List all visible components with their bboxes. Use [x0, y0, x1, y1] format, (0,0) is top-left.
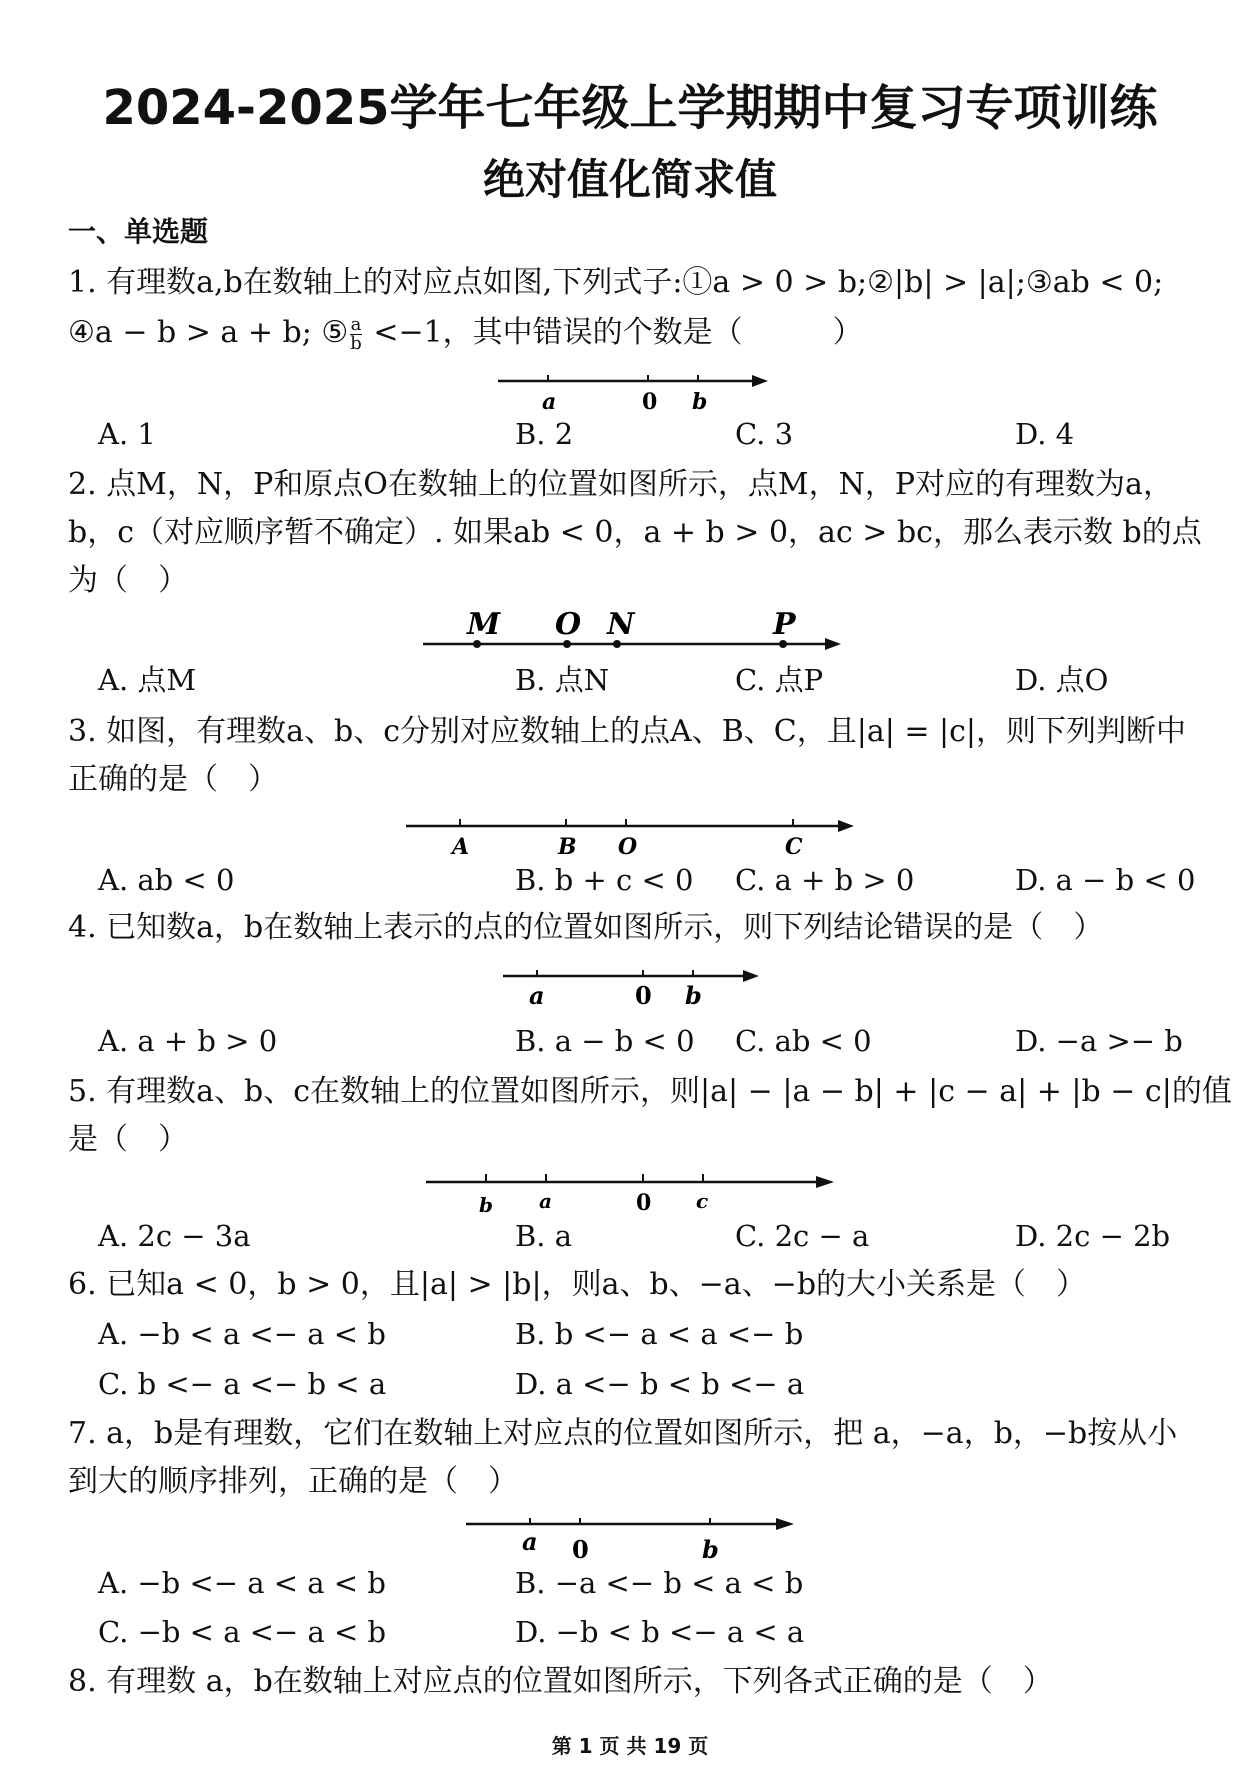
q5-number-line	[418, 1168, 848, 1218]
q1-frac-num: a	[350, 313, 362, 335]
q2-axis-label-n: N	[607, 607, 635, 642]
q4-axis-label-a: a	[529, 981, 545, 1010]
q5-option-c: C. 2c − a	[735, 1219, 870, 1253]
q4-axis-label-b: b	[685, 981, 702, 1010]
q7-number-line	[458, 1508, 808, 1562]
q5-axis-label-0: 0	[636, 1190, 652, 1216]
q1-axis-label-b: b	[692, 389, 708, 415]
q7-axis-label-0: 0	[572, 1535, 589, 1564]
q5-line-2: 是（ ）	[68, 1122, 188, 1157]
q2-line-1: 2. 点M，N，P和原点O在数轴上的位置如图所示，点M，N，P对应的有理数为a，	[68, 467, 1173, 502]
q2-axis-label-p: P	[773, 607, 796, 642]
page-subtitle: 绝对值化简求值	[482, 155, 777, 204]
q1-line-1: 1. 有理数a,b在数轴上的对应点如图,下列式子:①a > 0 > b;②|b| > |a|;③ab < 0;	[68, 265, 1164, 300]
q1-option-c: C. 3	[735, 417, 794, 451]
q1-option-a: A. 1	[98, 417, 156, 451]
q1-fraction	[350, 313, 362, 354]
q7-line-2: 到大的顺序排列，正确的是（ ）	[68, 1464, 518, 1499]
q8-line-1: 8. 有理数 a，b在数轴上对应点的位置如图所示，下列各式正确的是（ ）	[68, 1664, 1053, 1699]
q1-line-2-text: ④a − b > a + b; ⑤	[68, 315, 349, 350]
q7-option-b: B. −a <− b < a < b	[515, 1566, 804, 1600]
q4-option-c: C. ab < 0	[735, 1024, 872, 1058]
page-title: 2024-2025学年七年级上学期期中复习专项训练	[102, 80, 1158, 136]
q1-frac-den: b	[350, 332, 362, 354]
q4-option-d: D. −a >− b	[1015, 1024, 1183, 1058]
q1-line-3-text: <−1，其中错误的个数是（ ）	[363, 315, 863, 350]
q1-number-line	[490, 365, 780, 415]
q7-line-1: 7. a，b是有理数，它们在数轴上对应点的位置如图所示，把 a，−a，b，−b按从小	[68, 1416, 1178, 1451]
q1-line-2	[68, 313, 863, 353]
q1-axis-label-a: a	[542, 389, 557, 415]
q7-axis-label-b: b	[702, 1535, 719, 1564]
q6-option-b: B. b <− a < a <− b	[515, 1317, 804, 1351]
q4-option-a: A. a + b > 0	[98, 1024, 278, 1058]
q2-line-2: b，c（对应顺序暂不确定）. 如果ab < 0，a + b > 0，ac > bc，那么表示数 b的点	[68, 515, 1202, 550]
q5-line-1: 5. 有理数a、b、c在数轴上的位置如图所示，则|a| − |a − b| + |c − a| + |b − c|的值	[68, 1074, 1232, 1109]
q2-number-line	[415, 606, 855, 666]
q6-line-1: 6. 已知a < 0，b > 0，且|a| > |b|，则a、b、−a、−b的大小关系是（ ）	[68, 1267, 1087, 1302]
q6-option-d: D. a <− b < b <− a	[515, 1367, 805, 1401]
q5-axis-label-c: c	[696, 1189, 709, 1213]
q7-option-c: C. −b < a <− a < b	[98, 1615, 387, 1649]
q6-option-c: C. b <− a <− b < a	[98, 1367, 387, 1401]
q5-axis-label-b: b	[479, 1193, 493, 1217]
q1-axis-label-0: 0	[642, 389, 658, 415]
q2-option-c: C. 点P	[735, 663, 824, 697]
q6-option-a: A. −b < a <− a < b	[98, 1317, 386, 1351]
q3-option-c: C. a + b > 0	[735, 863, 915, 897]
q7-axis-label-a: a	[522, 1527, 538, 1556]
q3-line-2: 正确的是（ ）	[68, 762, 278, 797]
q2-option-d: D. 点O	[1015, 663, 1109, 697]
q3-axis-label-b: B	[558, 834, 577, 860]
q3-line-1: 3. 如图，有理数a、b、c分别对应数轴上的点A、B、C，且|a| = |c|，则下列判断中	[68, 714, 1187, 749]
q4-number-line	[495, 960, 775, 1010]
q3-axis-label-c: C	[785, 834, 803, 860]
q1-option-b: B. 2	[515, 417, 574, 451]
q5-option-d: D. 2c − 2b	[1015, 1219, 1171, 1253]
q3-number-line	[398, 812, 868, 862]
q2-axis-label-o: O	[555, 607, 582, 642]
q3-option-b: B. b + c < 0	[515, 863, 694, 897]
q2-option-a: A. 点M	[98, 663, 197, 697]
q3-axis-label-o: O	[618, 834, 638, 860]
q4-axis-label-0: 0	[635, 981, 652, 1010]
q7-option-d: D. −b < b <− a < a	[515, 1615, 805, 1649]
q5-axis-label-a: a	[539, 1189, 552, 1213]
q4-line-1: 4. 已知数a，b在数轴上表示的点的位置如图所示，则下列结论错误的是（ ）	[68, 910, 1104, 945]
q2-axis-label-m: M	[467, 607, 501, 642]
q3-option-a: A. ab < 0	[98, 863, 235, 897]
q1-option-d: D. 4	[1015, 417, 1075, 451]
section-heading: 一、单选题	[68, 215, 209, 248]
q5-option-a: A. 2c − 3a	[98, 1219, 251, 1253]
page-footer: 第 1 页 共 19 页	[551, 1734, 709, 1758]
q4-option-b: B. a − b < 0	[515, 1024, 695, 1058]
q3-option-d: D. a − b < 0	[1015, 863, 1196, 897]
q2-option-b: B. 点N	[515, 663, 610, 697]
q7-option-a: A. −b <− a < a < b	[98, 1566, 386, 1600]
q5-option-b: B. a	[515, 1219, 573, 1253]
q3-axis-label-a: A	[452, 834, 470, 860]
q2-line-3: 为（ ）	[68, 563, 188, 598]
